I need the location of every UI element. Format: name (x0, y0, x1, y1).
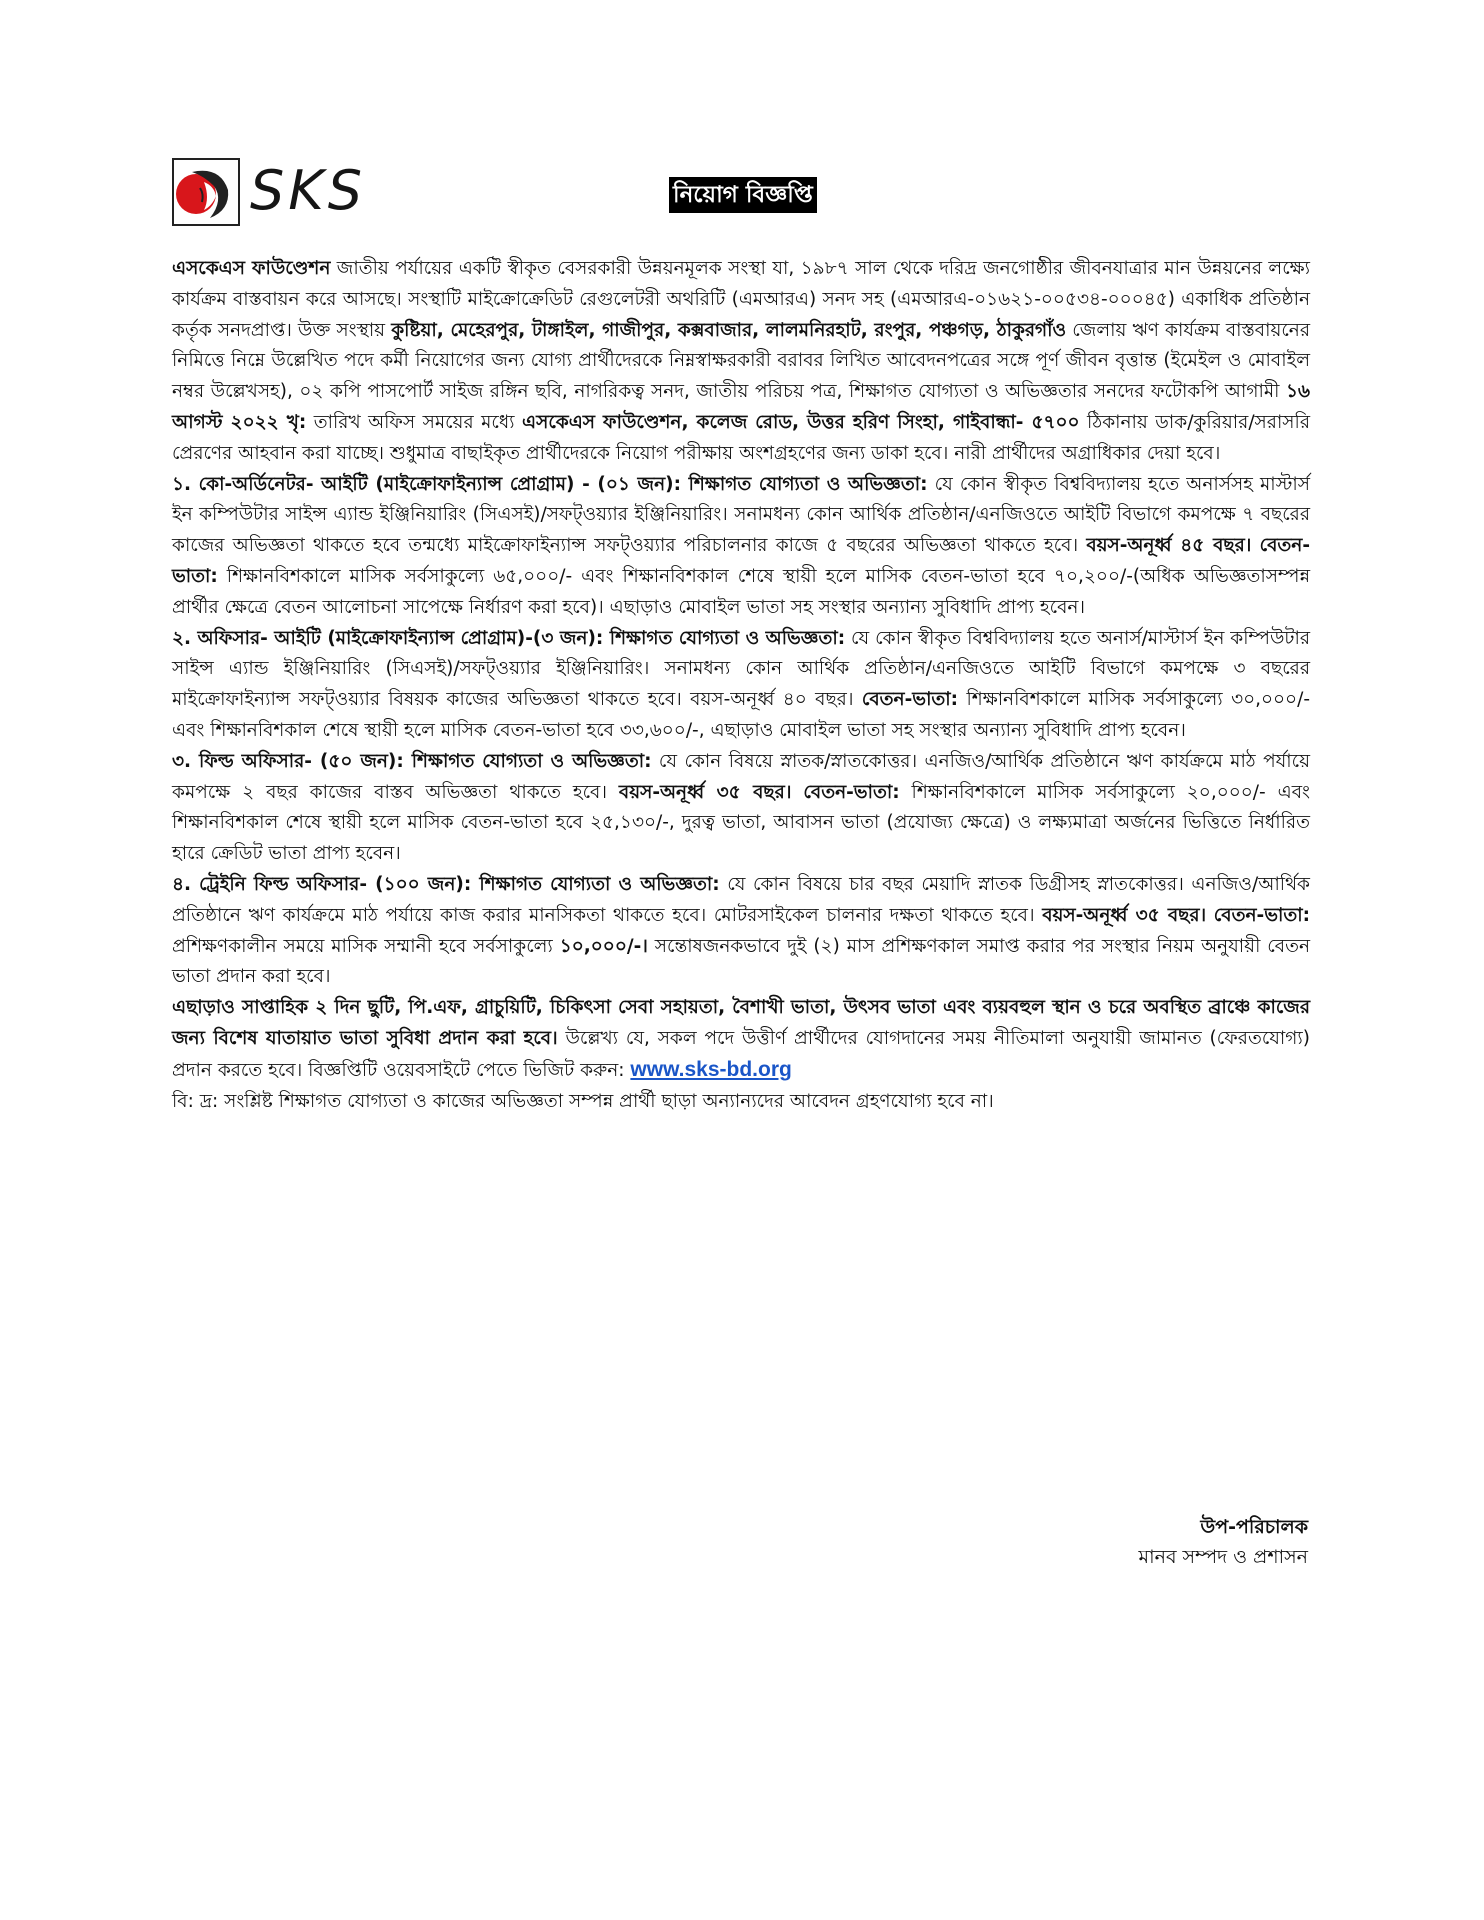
logo-text: SKS (250, 159, 366, 222)
notice-title: নিয়োগ বিজ্ঞপ্তি (669, 177, 817, 213)
signature-block (1139, 1512, 1308, 1572)
signatory-department: মানব সম্পদ ও প্রশাসন (1138, 1546, 1308, 1568)
org-name: এসকেএস ফাউণ্ডেশন (172, 258, 331, 279)
position-age: বয়স-অনূর্ধ্ব ৩৫ বছর। (618, 781, 792, 803)
signatory-designation: উপ-পরিচালক (1200, 1516, 1308, 1538)
benefits-paragraph: এছাড়াও সাপ্তাহিক ২ দিন ছুটি, পি.এফ, গ্রাচুয়িটি, চিকিৎসা সেবা সহায়তা, বৈশাখী ভাতা, উৎসব ভাতা এবং ব্যয়বহুল স্থান ও চরে অবস্থিত ব্রাঞ্চে কাজের জন্য বিশেষ যাতায়াত ভাতা সুবিধা প্রদান করা হবে। উল্লেখ্য যে, সকল পদে উত্তীর্ণ প্রার্থীদের যোগদানের সময় নীতিমালা অনুযায়ী জামানত (ফেরতযোগ্য) প্রদান করতে হবে। বিজ্ঞপ্তিটি ওয়েবসাইটে পেতে ভিজিট করুন: www.sks-bd.org (172, 997, 1310, 1081)
website-link[interactable]: www.sks-bd.org (630, 1057, 792, 1081)
position-1: ১. কো-অর্ডিনেটর- আইটি (মাইক্রোফাইন্যান্স প্রোগ্রাম) - (০১ জন): শিক্ষাগত যোগ্যতা ও অভিজ্ঞতা: যে কোন স্বীকৃত বিশ্ববিদ্যালয় হতে অনার্সসহ মাস্টার্স ইন কম্পিউটার সাইন্স এ্যান্ড ইঞ্জিনিয়ারিং (সিএসই)/সফট্ওয়্যার ইঞ্জিনিয়ারিং। সনামধন্য কোন আর্থিক প্রতিষ্ঠান/এনজিওতে আইটি বিভাগে কমপক্ষে ৭ বছরের কাজের অভিজ্ঞতা থাকতে হবে তন্মধ্যে মাইক্রোফাইন্যান্স সফট্ওয়্যার পরিচালনার কাজে ৫ বছরের অভিজ্ঞতা থাকতে হবে। বয়স-অনূর্ধ্ব ৪৫ বছর। বেতন-ভাতা: শিক্ষানবিশকালে মাসিক সর্বসাকুল্যে ৬৫,০০০/- এবং শিক্ষানবিশকাল শেষে স্থায়ী হলে মাসিক বেতন-ভাতা হবে ৭০,২০০/-(অধিক অভিজ্ঞতাসম্পন্ন প্রার্থীর ক্ষেত্রে বেতন আলোচনা সাপেক্ষে নির্ধারণ করা হবে)। এছাড়াও মোবাইল ভাতা সহ সংস্থার অন্যান্য সুবিধাদি প্রাপ্য হবেন। (172, 473, 1310, 618)
districts: কুষ্টিয়া, মেহেরপুর, টাঙ্গাইল, গাজীপুর, কক্সবাজার, লালমনিরহাট, রংপুর, পঞ্চগড়, ঠাকুরগাঁও (391, 319, 1067, 341)
address: এসকেএস ফাউণ্ডেশন, কলেজ রোড, উত্তর হরিণ সিংহা, গাইবান্ধা- ৫৭০০ (522, 411, 1080, 433)
position-heading: ২. অফিসার- আইটি (মাইক্রোফাইন্যান্স প্রোগ্রাম)-(৩ জন): শিক্ষাগত যোগ্যতা ও অভিজ্ঞতা: (172, 627, 846, 649)
position-2: ২. অফিসার- আইটি (মাইক্রোফাইন্যান্স প্রোগ্রাম)-(৩ জন): শিক্ষাগত যোগ্যতা ও অভিজ্ঞতা: যে কোন স্বীকৃত বিশ্ববিদ্যালয় হতে অনার্স/মাস্টার্স ইন কম্পিউটার সাইন্স এ্যান্ড ইঞ্জিনিয়ারিং (সিএসই)/সফট্ওয়্যার ইঞ্জিনিয়ারিং। সনামধন্য কোন আর্থিক প্রতিষ্ঠান/এনজিওতে আইটি বিভাগে কমপক্ষে ৩ বছরের মাইক্রোফাইন্যান্স সফট্ওয়্যার বিষয়ক কাজের অভিজ্ঞতা থাকতে হবে। বয়স-অনূর্ধ্ব ৪০ বছর। বেতন-ভাতা: শিক্ষানবিশকালে মাসিক সর্বসাকুল্যে ৩০,০০০/- এবং শিক্ষানবিশকাল শেষে স্থায়ী হলে মাসিক বেতন-ভাতা হবে ৩৩,৬০০/-, এছাড়াও মোবাইল ভাতা সহ সংস্থার অন্যান্য সুবিধাদি প্রাপ্য হবেন। (172, 627, 1310, 741)
notice-body (172, 254, 1310, 1117)
position-3: ৩. ফিল্ড অফিসার- (৫০ জন): শিক্ষাগত যোগ্যতা ও অভিজ্ঞতা: যে কোন বিষয়ে স্নাতক/স্নাতকোত্তর। এনজিও/আর্থিক প্রতিষ্ঠানে ঋণ কার্যক্রমে মাঠ পর্যায়ে কমপক্ষে ২ বছর কাজের বাস্তব অভিজ্ঞতা থাকতে হবে। বয়স-অনূর্ধ্ব ৩৫ বছর। বেতন-ভাতা: শিক্ষানবিশকালে মাসিক সর্বসাকুল্যে ২০,০০০/- এবং শিক্ষানবিশকাল শেষে স্থায়ী হলে মাসিক বেতন-ভাতা হবে ২৫,১৩০/-, দুরত্ব ভাতা, আবাসন ভাতা (প্রযোজ্য ক্ষেত্রে) ও লক্ষ্যমাত্রা অর্জনের ভিত্তিতে নির্ধারিত হারে ক্রেডিট ভাতা প্রাপ্য হবেন। (172, 750, 1310, 865)
intro-paragraph: এসকেএস ফাউণ্ডেশন জাতীয় পর্যায়ের একটি স্বীকৃত বেসরকারী উন্নয়নমূলক সংস্থা যা, ১৯৮৭ সাল থেকে দরিদ্র জনগোষ্ঠীর জীবনযাত্রার মান উন্নয়নের লক্ষ্যে কার্যক্রম বাস্তবায়ন করে আসছে। সংস্থাটি মাইক্রোক্রেডিট রেগুলেটরী অথরিটি (এমআরএ) সনদ সহ (এমআরএ-০১৬২১-০০৫৩৪-০০০৪৫) একাধিক প্রতিষ্ঠান কর্তৃক সনদপ্রাপ্ত। উক্ত সংস্থায় কুষ্টিয়া, মেহেরপুর, টাঙ্গাইল, গাজীপুর, কক্সবাজার, লালমনিরহাট, রংপুর, পঞ্চগড়, ঠাকুরগাঁও জেলায় ঋণ কার্যক্রম বাস্তবায়নের নিমিত্তে নিম্নে উল্লেখিত পদে কর্মী নিয়োগের জন্য যোগ্য প্রার্থীদেরকে নিম্নস্বাক্ষরকারী বরাবর লিখিত আবেদনপত্রের সঙ্গে পূর্ণ জীবন বৃত্তান্ত (ইমেইল ও মোবাইল নম্বর উল্লেখসহ), ০২ কপি পাসপোর্ট সাইজ রঙ্গিন ছবি, নাগরিকত্ব সনদ, জাতীয় পরিচয় পত্র, শিক্ষাগত যোগ্যতা ও অভিজ্ঞতার সনদের ফটোকপি আগামী ১৬ আগস্ট ২০২২ খৃ: তারিখ অফিস সময়ের মধ্যে এসকেএস ফাউণ্ডেশন, কলেজ রোড, উত্তর হরিণ সিংহা, গাইবান্ধা- ৫৭০০ ঠিকানায় ডাক/কুরিয়ার/সরাসরি প্রেরণের আহবান করা যাচ্ছে। শুধুমাত্র বাছাইকৃত প্রার্থীদেরকে নিয়োগ পরীক্ষায় অংশগ্রহণের জন্য ডাকা হবে। নারী প্রার্থীদের অগ্রাধিকার দেয়া হবে। (172, 258, 1311, 464)
logo (172, 158, 372, 230)
salary-label: বেতন-ভাতা: (1213, 904, 1310, 926)
position-age: বয়স-অনূর্ধ্ব ৩৫ বছর। (1042, 904, 1207, 926)
salary-label: বেতন-ভাতা: (861, 689, 959, 711)
sks-emblem-icon (172, 158, 240, 226)
position-heading: ৩. ফিল্ড অফিসার- (৫০ জন): শিক্ষাগত যোগ্যতা ও অভিজ্ঞতা: (172, 750, 652, 772)
salary-label: বেতন-ভাতা: (803, 781, 900, 803)
salary-label: বেতন-ভাতা: (172, 535, 1310, 587)
position-age: বয়স-অনূর্ধ্ব ৪৫ বছর। (1086, 535, 1252, 557)
note: বি: দ্র: সংশ্লিষ্ট শিক্ষাগত যোগ্যতা ও কাজের অভিজ্ঞতা সম্পন্ন প্রার্থী ছাড়া অন্যান্যদের আবেদন গ্রহণযোগ্য হবে না। (172, 1090, 994, 1112)
position-4: ৪. ট্রেইনি ফিল্ড অফিসার- (১০০ জন): শিক্ষাগত যোগ্যতা ও অভিজ্ঞতা: যে কোন বিষয়ে চার বছর মেয়াদি স্নাতক ডিগ্রীসহ স্নাতকোত্তর। এনজিও/আর্থিক প্রতিষ্ঠানে ঋণ কার্যক্রমে মাঠ পর্যায়ে কাজ করার মানসিকতা থাকতে হবে। মোটরসাইকেল চালনার দক্ষতা থাকতে হবে। বয়স-অনূর্ধ্ব ৩৫ বছর। বেতন-ভাতা: প্রশিক্ষণকালীন সময়ে মাসিক সম্মানী হবে সর্বসাকুল্যে ১০,০০০/-। সন্তোষজনকভাবে দুই (২) মাস প্রশিক্ষণকাল সমাপ্ত করার পর সংস্থার নিয়ম অনুযায়ী বেতন ভাতা প্রদান করা হবে। (172, 873, 1310, 988)
position-heading: ৪. ট্রেইনি ফিল্ড অফিসার- (১০০ জন): শিক্ষাগত যোগ্যতা ও অভিজ্ঞতা: (172, 873, 720, 895)
deadline: ১৬ আগস্ট ২০২২ খৃ: (172, 381, 1310, 433)
stipend-amount: ১০,০০০/-। (559, 935, 648, 957)
position-heading: ১. কো-অর্ডিনেটর- আইটি (মাইক্রোফাইন্যান্স প্রোগ্রাম) - (০১ জন): শিক্ষাগত যোগ্যতা ও অভিজ্ঞতা: (172, 473, 928, 495)
benefits-list: এছাড়াও সাপ্তাহিক ২ দিন ছুটি, পি.এফ, গ্রাচুয়িটি, চিকিৎসা সেবা সহায়তা, বৈশাখী ভাতা, উৎসব ভাতা এবং ব্যয়বহুল স্থান ও চরে অবস্থিত ব্রাঞ্চে কাজের জন্য বিশেষ যাতায়াত ভাতা সুবিধা প্রদান করা হবে। (172, 997, 1310, 1049)
